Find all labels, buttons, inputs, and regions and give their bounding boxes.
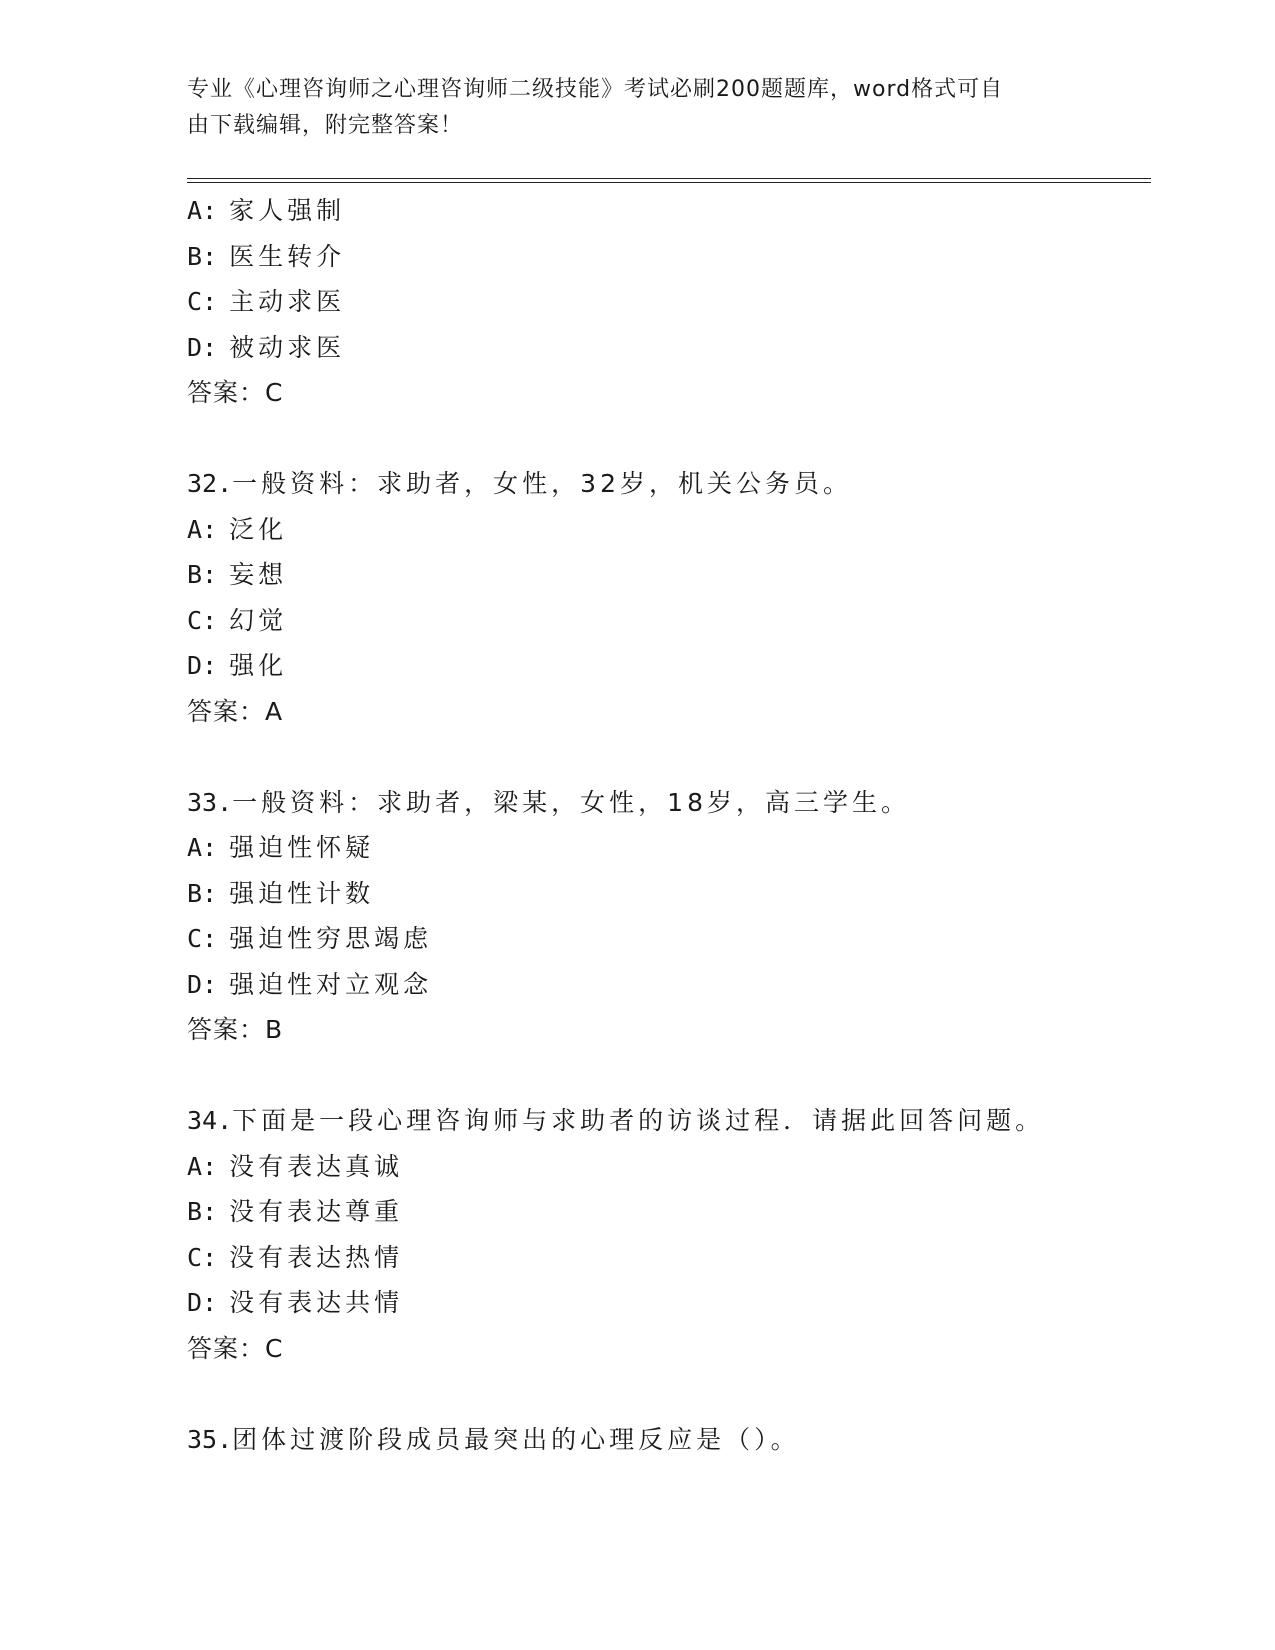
header-line-1: 专业《心理咨询师之心理咨询师二级技能》考试必刷200题题库，word格式可自	[187, 77, 1004, 102]
option-a: A: 家人强制	[187, 196, 346, 225]
question-stem: 34.下面是一段心理咨询师与求助者的访谈过程．请据此回答问题。	[187, 1106, 1045, 1135]
option-c: C: 没有表达热情	[187, 1242, 404, 1272]
question-34	[187, 1098, 1147, 1371]
header-line-2: 由下载编辑，附完整答案！	[187, 113, 464, 138]
option-b: B: 妄想	[187, 560, 288, 589]
question-31-continued	[187, 188, 1147, 416]
document-header	[187, 72, 1067, 144]
option-d: D: 被动求医	[187, 332, 346, 362]
option-c: C: 强迫性穷思竭虑	[187, 924, 433, 953]
answer-line: 答案：C	[187, 1333, 284, 1363]
option-d: D: 强迫性对立观念	[187, 969, 433, 999]
option-a: A: 强迫性怀疑	[187, 833, 375, 862]
option-d: D: 强化	[187, 651, 288, 680]
question-stem: 33.一般资料：求助者，梁某，女性，18岁，高三学生。	[187, 787, 910, 817]
question-list	[187, 188, 1147, 1462]
header-divider-top	[187, 178, 1151, 179]
option-a: A: 泛化	[187, 514, 288, 544]
answer-line: 答案：A	[187, 696, 284, 726]
option-b: B: 医生转介	[187, 241, 346, 271]
question-stem: 35.团体过渡阶段成员最突出的心理反应是（）。	[187, 1424, 800, 1454]
question-33	[187, 780, 1147, 1053]
question-35	[187, 1417, 1147, 1463]
option-d: D: 没有表达共情	[187, 1288, 404, 1317]
option-a: A: 没有表达真诚	[187, 1151, 404, 1181]
option-c: C: 主动求医	[187, 287, 346, 316]
question-32	[187, 461, 1147, 734]
header-divider-bottom	[187, 182, 1151, 183]
option-b: B: 强迫性计数	[187, 878, 375, 908]
option-b: B: 没有表达尊重	[187, 1197, 404, 1226]
question-stem: 32.一般资料：求助者，女性，32岁，机关公务员。	[187, 469, 852, 498]
answer-line: 答案：B	[187, 1015, 284, 1044]
option-c: C: 幻觉	[187, 605, 288, 635]
answer-line: 答案：C	[187, 378, 284, 407]
